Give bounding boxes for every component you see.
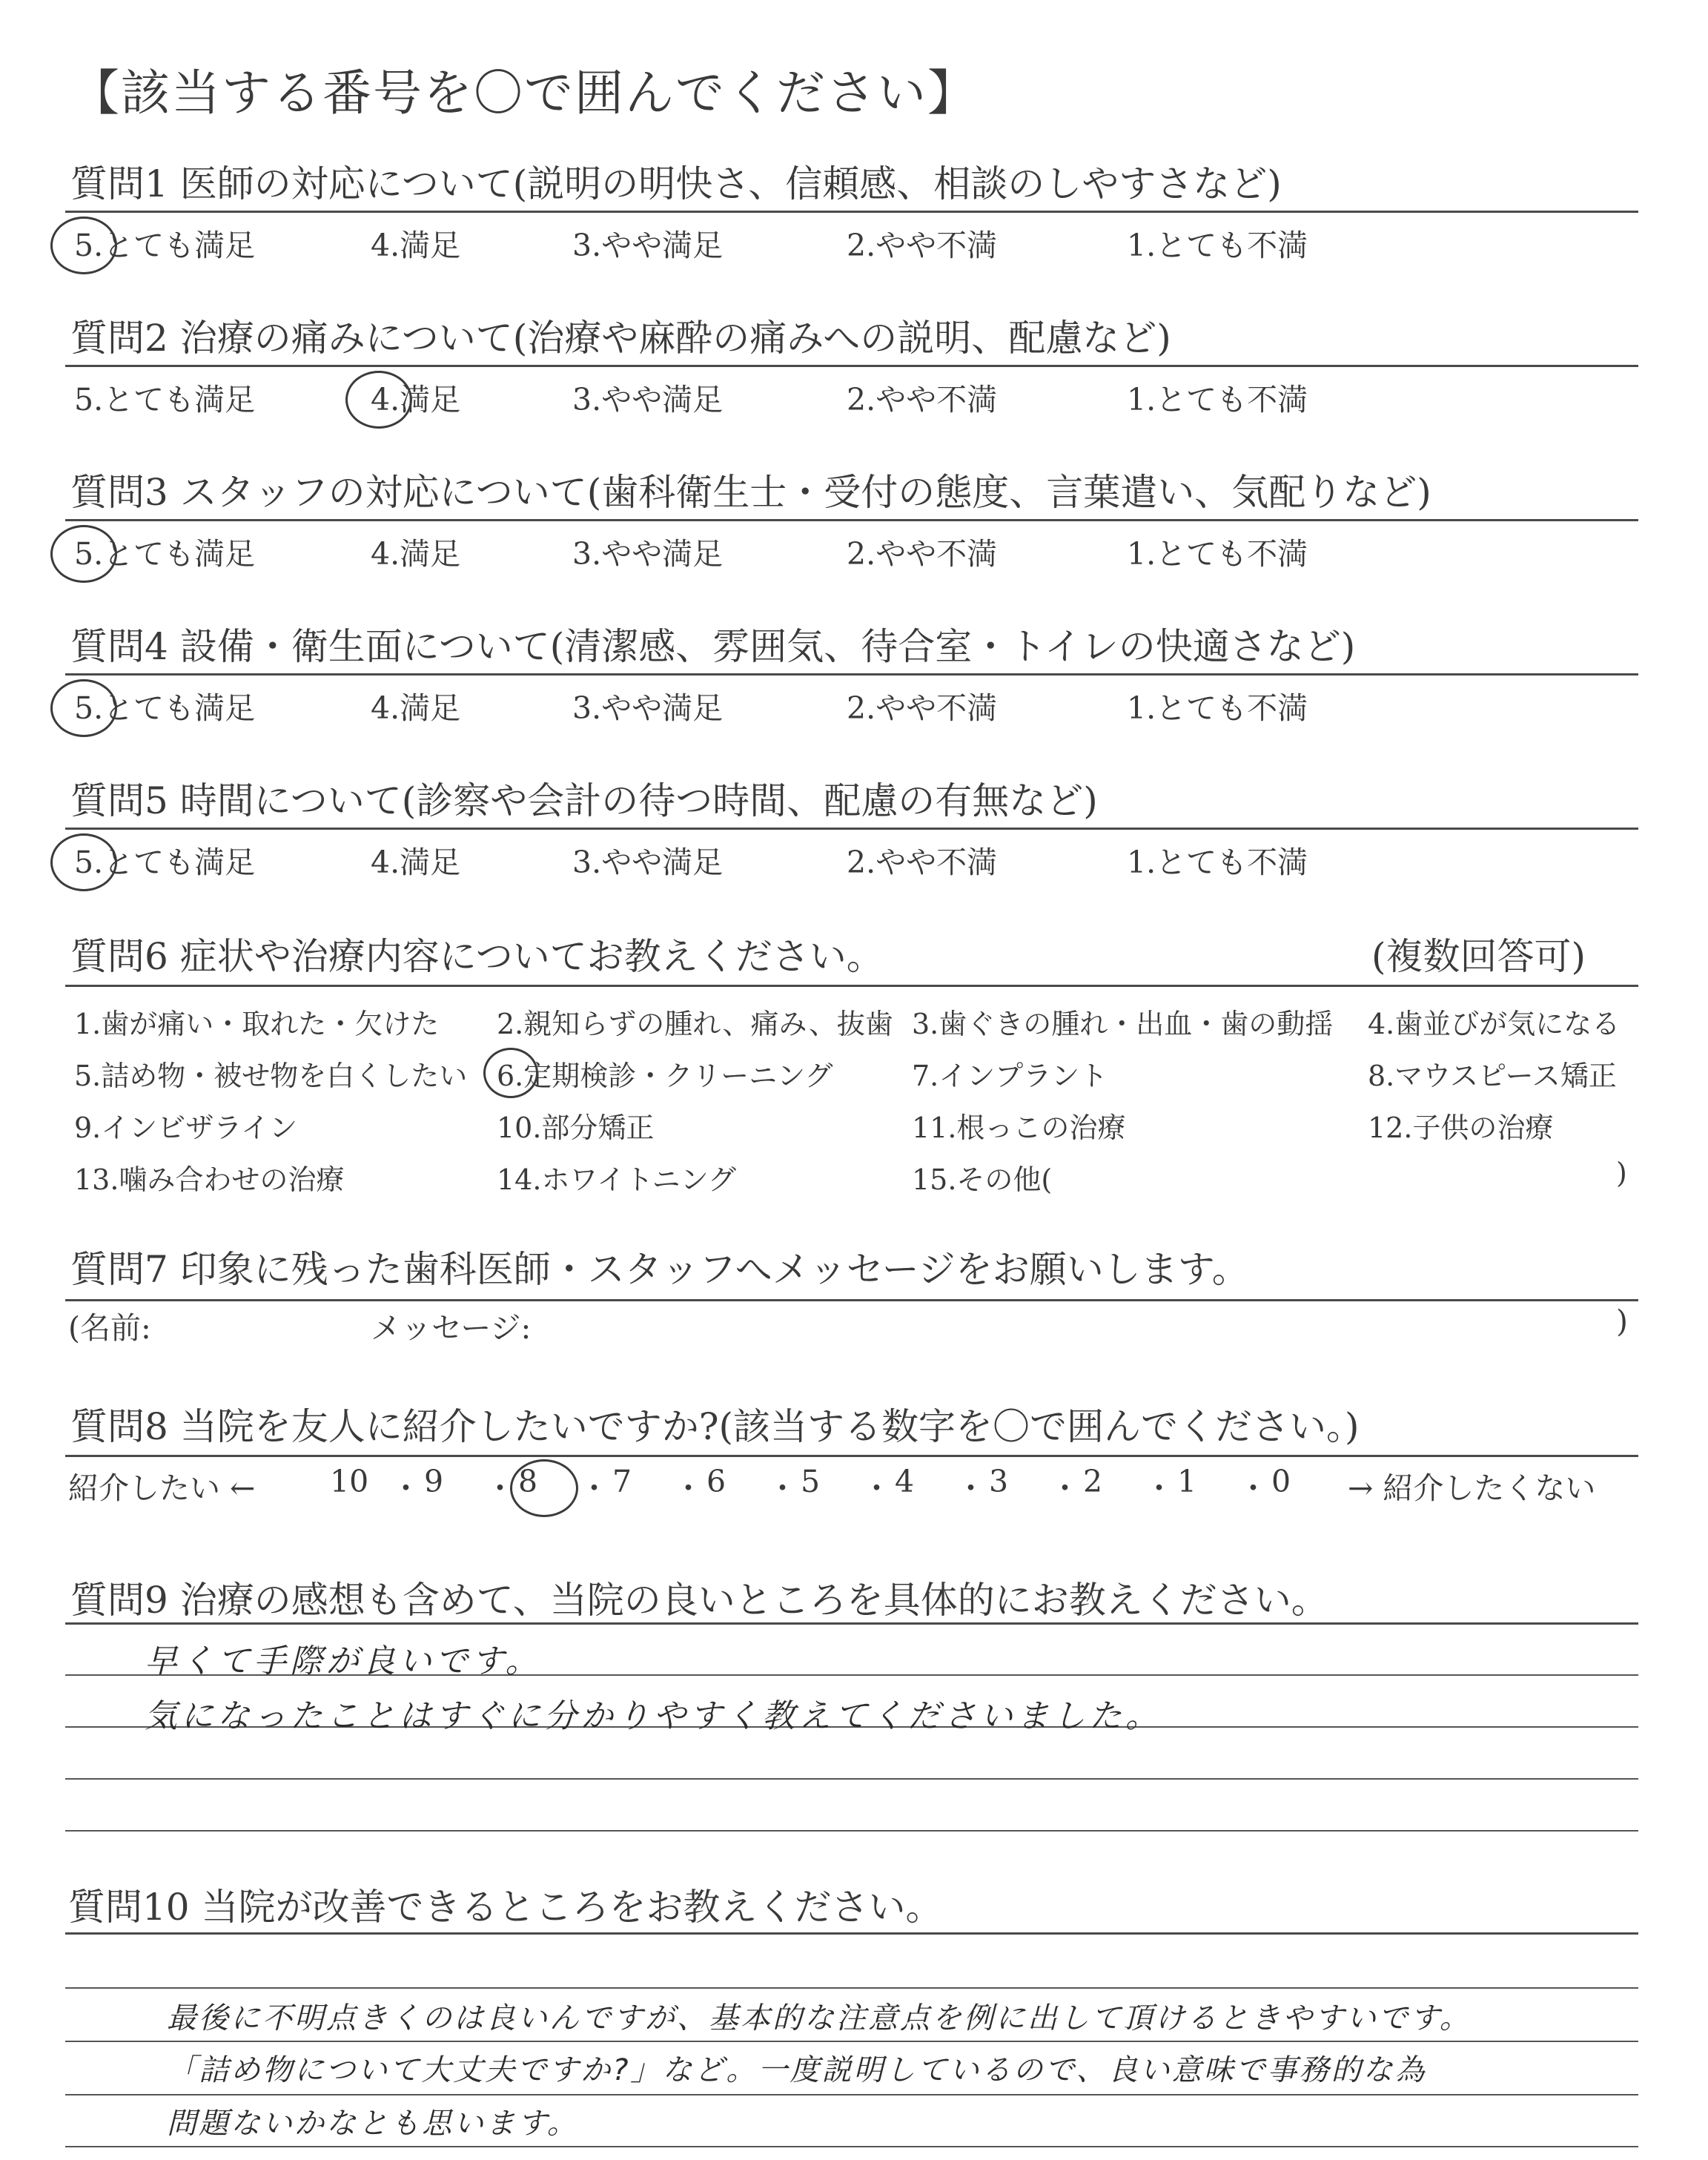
q8-separator: ・: [861, 1470, 892, 1506]
q8-rule: [65, 1455, 1638, 1457]
q10-rule: [65, 1932, 1638, 1935]
q3-title: 質問3 スタッフの対応について(歯科衛生士・受付の態度、言葉遣い、気配りなど): [70, 471, 1431, 514]
q8-score-1[interactable]: 1: [1177, 1464, 1197, 1499]
q6-option-13[interactable]: 13.噛み合わせの治療: [74, 1163, 345, 1196]
q8-score-0[interactable]: 0: [1271, 1464, 1291, 1499]
q8-score-8[interactable]: 8: [518, 1464, 538, 1499]
q4-option-5[interactable]: 5.とても満足: [74, 690, 256, 726]
q6-option-8[interactable]: 8.マウスピース矯正: [1368, 1060, 1617, 1092]
q6-option-15[interactable]: 15.その他(: [912, 1163, 1053, 1196]
q10-answer-line-2: 「詰め物について大丈夫ですか?」など。一度説明しているので、良い意味で事務的な為: [167, 2053, 1427, 2087]
q6-option-12[interactable]: 12.子供の治療: [1368, 1112, 1554, 1144]
q6-option-14[interactable]: 14.ホワイトニング: [497, 1163, 737, 1196]
q9-answer-line-1: 早くて手際が良いです。: [145, 1642, 542, 1680]
q6-note: (複数回答可): [1371, 935, 1586, 978]
q10-line-4: [65, 2146, 1638, 2147]
q5-option-1[interactable]: 1.とても不満: [1127, 845, 1308, 880]
q8-score-9[interactable]: 9: [424, 1464, 444, 1499]
q2-selection-circle: [345, 371, 412, 429]
q4-option-3[interactable]: 3.やや満足: [572, 690, 724, 726]
q1-rule: [65, 211, 1638, 213]
q10-line-3: [65, 2094, 1638, 2095]
q4-option-4[interactable]: 4.満足: [371, 690, 461, 726]
q9-answer-line-2: 気になったことはすぐに分かりやすく教えてくださいました。: [145, 1697, 1162, 1735]
q5-option-5[interactable]: 5.とても満足: [74, 845, 256, 880]
q3-option-5[interactable]: 5.とても満足: [74, 536, 256, 572]
q8-separator: ・: [485, 1470, 515, 1506]
q8-score-2[interactable]: 2: [1083, 1464, 1103, 1499]
q2-option-1[interactable]: 1.とても不満: [1127, 382, 1308, 417]
q8-right-label: → 紹介したくない: [1348, 1470, 1596, 1506]
q6-option-5[interactable]: 5.詰め物・被せ物を白くしたい: [74, 1060, 468, 1092]
q1-option-5[interactable]: 5.とても満足: [74, 228, 256, 263]
q3-option-3[interactable]: 3.やや満足: [572, 536, 724, 572]
q6-option-11[interactable]: 11.根っこの治療: [912, 1112, 1126, 1144]
q6-option-1[interactable]: 1.歯が痛い・取れた・欠けた: [74, 1008, 440, 1040]
q9-rule: [65, 1622, 1638, 1625]
q8-score-3[interactable]: 3: [989, 1464, 1009, 1499]
page-header: 【該当する番号を〇で囲んでください】: [70, 65, 978, 122]
q2-option-5[interactable]: 5.とても満足: [74, 382, 256, 417]
q8-selection-circle: [510, 1459, 578, 1517]
q8-separator: ・: [391, 1470, 421, 1506]
q4-title: 質問4 設備・衛生面について(清潔感、雰囲気、待合室・トイレの快適さなど): [70, 625, 1356, 668]
q8-left-label: 紹介したい ←: [68, 1470, 256, 1506]
q1-selection-circle: [50, 217, 117, 274]
q8-score-5[interactable]: 5: [801, 1464, 821, 1499]
q4-selection-circle: [50, 679, 117, 737]
q7-close-paren: ): [1616, 1304, 1628, 1339]
q8-score-4[interactable]: 4: [895, 1464, 915, 1499]
q8-separator: ・: [956, 1470, 986, 1506]
q10-line-1: [65, 1987, 1638, 1989]
q8-separator: ・: [1050, 1470, 1080, 1506]
q4-rule: [65, 673, 1638, 676]
q5-title: 質問5 時間について(診察や会計の待つ時間、配慮の有無など): [70, 779, 1098, 822]
q1-option-4[interactable]: 4.満足: [371, 228, 461, 263]
q8-separator: ・: [673, 1470, 704, 1506]
q4-option-2[interactable]: 2.やや不満: [847, 690, 998, 726]
q3-option-2[interactable]: 2.やや不満: [847, 536, 998, 572]
q2-option-4[interactable]: 4.満足: [371, 382, 461, 417]
q7-rule: [65, 1299, 1638, 1301]
q7-title: 質問7 印象に残った歯科医師・スタッフへメッセージをお願いします。: [70, 1248, 1249, 1291]
q10-answer-line-1: 最後に不明点きくのは良いんですが、基本的な注意点を例に出して頂けるときやすいです。: [167, 2001, 1472, 2035]
q10-answer-line-3: 問題ないかなとも思います。: [167, 2107, 579, 2141]
q1-option-3[interactable]: 3.やや満足: [572, 228, 724, 263]
q10-title: 質問10 当院が改善できるところをお教えください。: [68, 1886, 943, 1929]
q1-option-1[interactable]: 1.とても不満: [1127, 228, 1308, 263]
q5-rule: [65, 828, 1638, 830]
q6-selection-circle: [483, 1048, 538, 1098]
q3-option-4[interactable]: 4.満足: [371, 536, 461, 572]
q5-selection-circle: [50, 833, 117, 891]
q8-score-7[interactable]: 7: [612, 1464, 632, 1499]
q5-option-4[interactable]: 4.満足: [371, 845, 461, 880]
q6-option-10[interactable]: 10.部分矯正: [497, 1112, 655, 1144]
q5-option-3[interactable]: 3.やや満足: [572, 845, 724, 880]
q3-rule: [65, 519, 1638, 521]
q7-message-label: メッセージ:: [371, 1310, 532, 1346]
q6-title: 質問6 症状や治療内容についてお教えください。: [70, 935, 884, 978]
q8-score-6[interactable]: 6: [706, 1464, 726, 1499]
q2-title: 質問2 治療の痛みについて(治療や麻酔の痛みへの説明、配慮など): [70, 317, 1171, 360]
q6-option-2[interactable]: 2.親知らずの腫れ、痛み、抜歯: [497, 1008, 893, 1040]
q7-name-label: (名前:: [68, 1310, 151, 1346]
q6-option-7[interactable]: 7.インプラント: [912, 1060, 1108, 1092]
q1-option-2[interactable]: 2.やや不満: [847, 228, 998, 263]
q2-option-2[interactable]: 2.やや不満: [847, 382, 998, 417]
q1-title: 質問1 医師の対応について(説明の明快さ、信頼感、相談のしやすさなど): [70, 162, 1282, 205]
q6-rule: [65, 985, 1638, 987]
q9-title: 質問9 治療の感想も含めて、当院の良いところを具体的にお教えください。: [70, 1579, 1328, 1622]
q10-line-2: [65, 2041, 1638, 2042]
q6-option-6[interactable]: 6.定期検診・クリーニング: [497, 1060, 833, 1092]
q8-separator: ・: [579, 1470, 609, 1506]
q8-score-10[interactable]: 10: [330, 1464, 369, 1499]
q8-separator: ・: [1144, 1470, 1174, 1506]
q9-line-3: [65, 1778, 1638, 1780]
q5-option-2[interactable]: 2.やや不満: [847, 845, 998, 880]
q6-other-close-paren: ): [1616, 1157, 1627, 1189]
q6-option-4[interactable]: 4.歯並びが気になる: [1368, 1008, 1621, 1040]
q4-option-1[interactable]: 1.とても不満: [1127, 690, 1308, 726]
q2-option-3[interactable]: 3.やや満足: [572, 382, 724, 417]
q8-separator: ・: [767, 1470, 798, 1506]
q3-option-1[interactable]: 1.とても不満: [1127, 536, 1308, 572]
q6-option-3[interactable]: 3.歯ぐきの腫れ・出血・歯の動揺: [912, 1008, 1334, 1040]
q3-selection-circle: [50, 525, 117, 583]
q6-option-9[interactable]: 9.インビザライン: [74, 1112, 298, 1144]
q8-separator: ・: [1238, 1470, 1268, 1506]
q8-title: 質問8 当院を友人に紹介したいですか?(該当する数字を〇で囲んでください。): [70, 1405, 1360, 1448]
q9-line-4: [65, 1830, 1638, 1832]
q2-rule: [65, 365, 1638, 367]
